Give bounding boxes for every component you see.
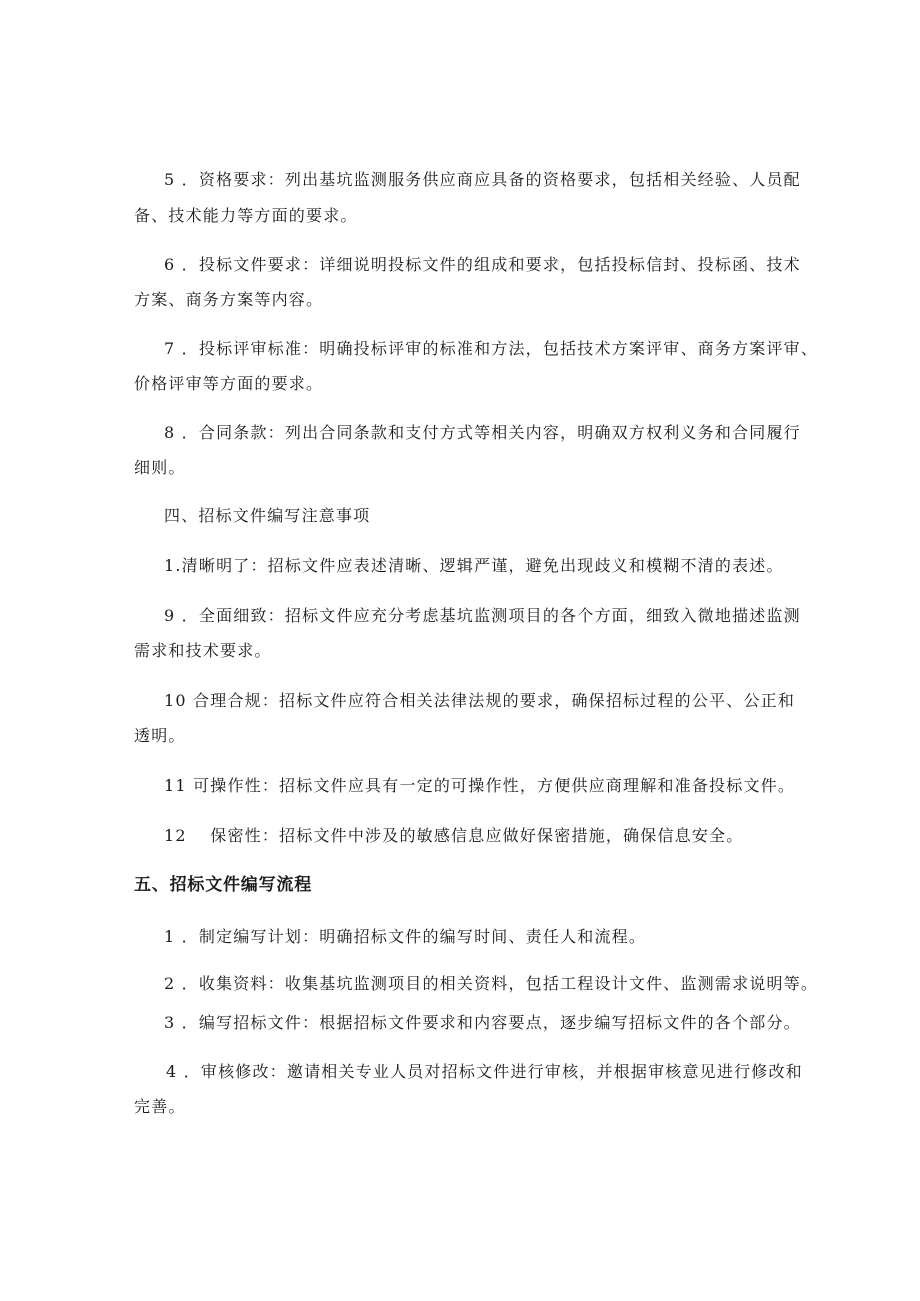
paragraph-line: 7 ．投标评审标准：明确投标评审的标准和方法，包括技术方案评审、商务方案评审、 <box>164 339 819 358</box>
section-heading: 五、招标文件编写流程 <box>134 875 312 895</box>
paragraph-line: 5 ．资格要求：列出基坑监测服务供应商应具备的资格要求，包括相关经验、人员配 <box>164 170 801 189</box>
section-heading: 四、招标文件编写注意事项 <box>164 506 371 525</box>
paragraph-line: 4 ．审核修改：邀请相关专业人员对招标文件进行审核，并根据审核意见进行修改和 <box>166 1062 803 1081</box>
paragraph-line: 8 ．合同条款：列出合同条款和支付方式等相关内容，明确双方权利义务和合同履行 <box>164 423 801 442</box>
paragraph-line: 细则。 <box>134 458 186 477</box>
paragraph-line: 2 ．收集资料：收集基坑监测项目的相关资料，包括工程设计文件、监测需求说明等。 <box>164 974 819 993</box>
paragraph-line: 透明。 <box>134 726 186 745</box>
paragraph-line: 方案、商务方案等内容。 <box>134 290 324 309</box>
paragraph-line: 1.清晰明了：招标文件应表述清晰、逻辑严谨，避免出现歧义和模糊不清的表述。 <box>164 556 784 575</box>
paragraph-line: 9 ．全面细致：招标文件应充分考虑基坑监测项目的各个方面，细致入微地描述监测 <box>164 606 801 625</box>
paragraph-line: 1 ．制定编写计划：明确招标文件的编写时间、责任人和流程。 <box>164 927 647 946</box>
paragraph-line: 6 ．投标文件要求：详细说明投标文件的组成和要求，包括投标信封、投标函、技术 <box>164 255 801 274</box>
paragraph-line: 12 保密性：招标文件中涉及的敏感信息应做好保密措施，确保信息安全。 <box>164 826 744 845</box>
paragraph-line: 备、技术能力等方面的要求。 <box>134 206 358 225</box>
paragraph-line: 3 ．编写招标文件：根据招标文件要求和内容要点，逐步编写招标文件的各个部分。 <box>164 1013 801 1032</box>
paragraph-line: 完善。 <box>134 1097 186 1116</box>
paragraph-line: 11 可操作性：招标文件应具有一定的可操作性，方便供应商理解和准备投标文件。 <box>164 776 796 795</box>
paragraph-line: 10 合理合规：招标文件应符合相关法律法规的要求，确保招标过程的公平、公正和 <box>164 691 796 710</box>
paragraph-line: 价格评审等方面的要求。 <box>134 374 324 393</box>
paragraph-line: 需求和技术要求。 <box>134 641 272 660</box>
